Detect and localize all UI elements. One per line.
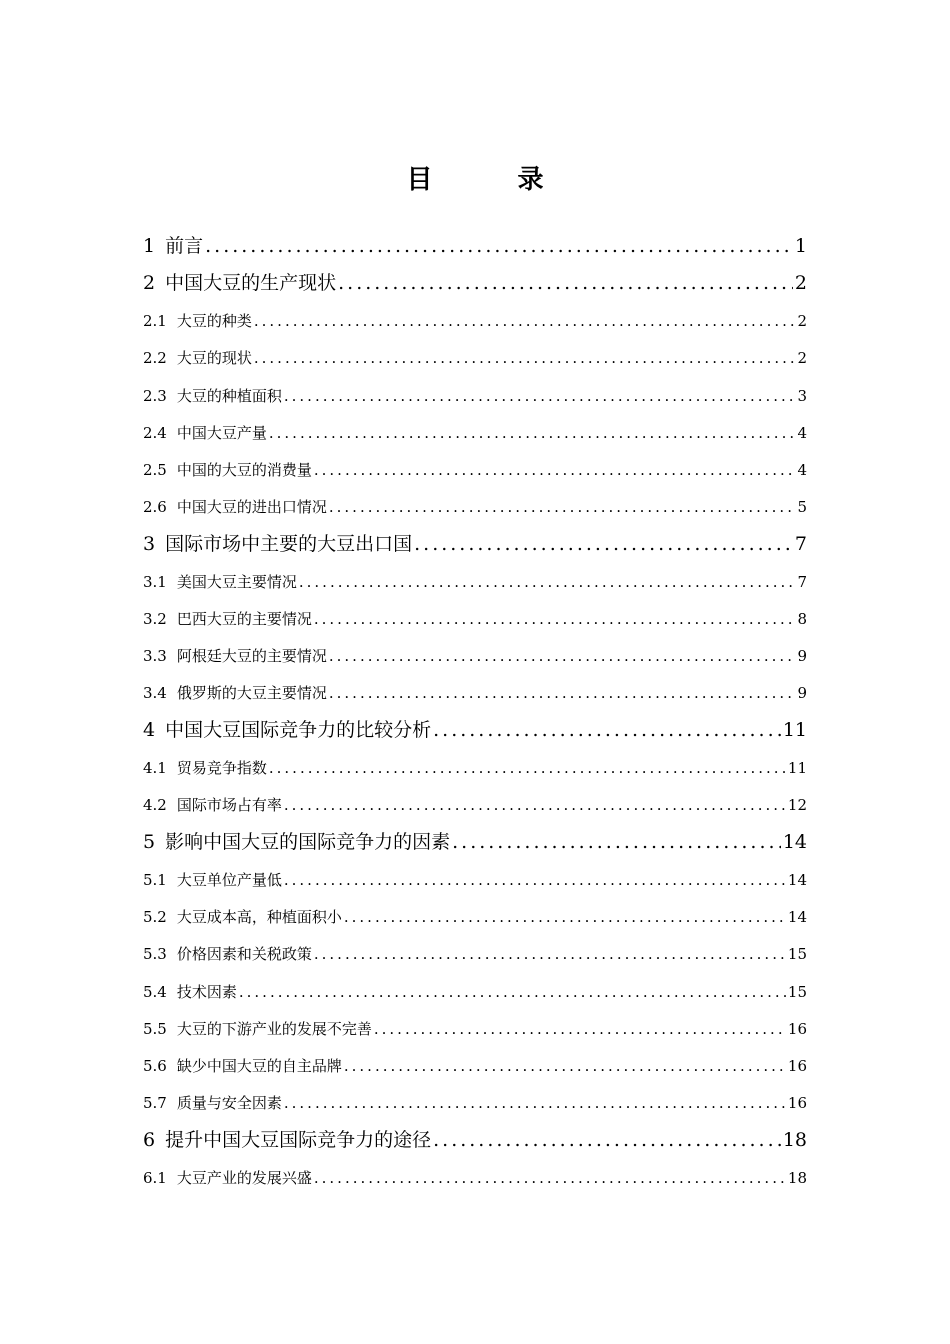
toc-dot-leader bbox=[284, 795, 786, 822]
toc-entry-label: 贸易竞争指数 bbox=[176, 759, 267, 778]
toc-entry bbox=[143, 636, 807, 673]
toc-entry bbox=[143, 860, 807, 897]
toc-entry-number: 3.1 bbox=[143, 572, 167, 591]
toc-title: 目 录 bbox=[406, 165, 582, 195]
toc-entry-page: 2 bbox=[797, 349, 807, 368]
toc-dot-leader bbox=[239, 982, 786, 1009]
toc-dot-leader bbox=[433, 718, 781, 748]
toc-entry bbox=[143, 785, 807, 822]
toc-entry-label: 提升中国大豆国际竞争力的途径 bbox=[165, 1128, 432, 1151]
toc-entry-label: 美国大豆主要情况 bbox=[176, 572, 297, 591]
toc-entry-page: 8 bbox=[797, 610, 807, 628]
toc-entry-number: 1 bbox=[143, 234, 156, 257]
toc-entry-label: 缺少中国大豆的自主品牌 bbox=[176, 1056, 342, 1075]
toc-entry-page: 18 bbox=[782, 1128, 807, 1151]
toc-entry-number: 6 bbox=[143, 1128, 156, 1151]
toc-entry-number: 2 bbox=[143, 272, 156, 294]
toc-entry-number: 3.2 bbox=[143, 610, 167, 628]
toc-entry bbox=[143, 971, 807, 1008]
toc-entry-number: 5.5 bbox=[143, 1019, 167, 1038]
toc-entry bbox=[143, 599, 807, 636]
toc-dot-leader bbox=[299, 572, 796, 599]
toc-dot-leader bbox=[344, 1056, 786, 1083]
toc-entry-label: 中国大豆产量 bbox=[176, 423, 267, 442]
toc-entry-label: 前言 bbox=[165, 234, 204, 257]
toc-dot-leader bbox=[314, 460, 796, 487]
toc-entry-page: 7 bbox=[797, 572, 807, 591]
toc-entry-number: 3 bbox=[143, 532, 156, 555]
toc-dot-leader bbox=[284, 386, 796, 413]
toc-entry-number: 2.4 bbox=[143, 423, 167, 442]
toc-entry-page: 16 bbox=[787, 1056, 807, 1075]
toc-entry-page: 9 bbox=[797, 647, 807, 666]
toc-entry-number: 4.1 bbox=[143, 759, 167, 778]
toc-entry bbox=[143, 710, 807, 748]
toc-dot-leader bbox=[269, 423, 796, 450]
toc-entry-page: 16 bbox=[787, 1019, 807, 1038]
toc-entry bbox=[143, 375, 807, 412]
toc-dot-leader bbox=[314, 609, 796, 636]
toc-entry-label: 大豆的下游产业的发展不完善 bbox=[176, 1019, 372, 1038]
toc-dot-leader bbox=[344, 907, 786, 934]
toc-dot-leader bbox=[269, 758, 786, 785]
toc-entry-number: 2.6 bbox=[143, 498, 167, 517]
toc-entry-label: 巴西大豆的主要情况 bbox=[176, 610, 312, 628]
toc-entry-page: 15 bbox=[787, 945, 807, 964]
toc-dot-leader bbox=[452, 830, 781, 860]
toc-dot-leader bbox=[329, 497, 796, 524]
toc-entry-label: 大豆成本高，种植面积小 bbox=[176, 908, 342, 927]
toc-entry-label: 大豆单位产量低 bbox=[176, 870, 282, 889]
table-of-contents bbox=[143, 226, 807, 1195]
toc-entry-label: 影响中国大豆的国际竞争力的因素 bbox=[165, 830, 451, 853]
toc-dot-leader bbox=[329, 646, 796, 673]
toc-entry-page: 15 bbox=[787, 982, 807, 1001]
toc-entry-label: 中国大豆的进出口情况 bbox=[176, 498, 327, 517]
toc-entry bbox=[143, 450, 807, 487]
toc-dot-leader bbox=[329, 683, 796, 710]
toc-entry-page: 3 bbox=[797, 386, 807, 405]
toc-entry bbox=[143, 562, 807, 599]
toc-entry-number: 2.2 bbox=[143, 349, 167, 368]
toc-entry-page: 4 bbox=[797, 460, 807, 479]
toc-entry-label: 中国大豆国际竞争力的比较分析 bbox=[165, 718, 432, 741]
toc-entry bbox=[143, 673, 807, 710]
toc-dot-leader bbox=[314, 1168, 786, 1195]
toc-entry-number: 3.3 bbox=[143, 647, 167, 666]
toc-entry-page: 11 bbox=[787, 759, 807, 778]
toc-dot-leader bbox=[374, 1019, 786, 1046]
toc-entry-label: 大豆的种植面积 bbox=[176, 386, 282, 405]
toc-entry-number: 5.2 bbox=[143, 908, 167, 927]
toc-entry-label: 技术因素 bbox=[176, 982, 237, 1001]
toc-entry-page: 14 bbox=[782, 830, 807, 853]
toc-entry-page: 1 bbox=[794, 234, 807, 257]
toc-entry-page: 7 bbox=[794, 532, 807, 555]
toc-dot-leader bbox=[284, 870, 786, 897]
toc-entry-number: 6.1 bbox=[143, 1168, 167, 1187]
toc-entry bbox=[143, 822, 807, 860]
toc-entry bbox=[143, 748, 807, 785]
toc-entry bbox=[143, 1046, 807, 1083]
toc-entry-page: 16 bbox=[787, 1094, 807, 1113]
toc-entry-number: 2.3 bbox=[143, 386, 167, 405]
toc-entry-label: 大豆产业的发展兴盛 bbox=[176, 1168, 312, 1187]
toc-entry bbox=[143, 934, 807, 971]
toc-entry bbox=[143, 487, 807, 524]
toc-entry-page: 12 bbox=[787, 796, 807, 815]
toc-entry-number: 5 bbox=[143, 830, 156, 853]
toc-dot-leader bbox=[254, 348, 796, 375]
toc-entry-number: 5.6 bbox=[143, 1056, 167, 1075]
toc-entry bbox=[143, 1158, 807, 1195]
toc-entry-page: 2 bbox=[797, 312, 807, 331]
toc-entry-number: 2.1 bbox=[143, 312, 167, 331]
toc-entry-label: 俄罗斯的大豆主要情况 bbox=[176, 684, 327, 703]
toc-entry-page: 14 bbox=[787, 870, 807, 889]
toc-entry-page: 18 bbox=[787, 1168, 807, 1187]
toc-entry-label: 大豆的现状 bbox=[176, 349, 252, 368]
toc-entry bbox=[143, 338, 807, 375]
toc-dot-leader bbox=[254, 311, 796, 338]
toc-entry bbox=[143, 524, 807, 562]
toc-entry bbox=[143, 264, 807, 302]
toc-dot-leader bbox=[314, 944, 786, 971]
toc-entry-number: 5.3 bbox=[143, 945, 167, 964]
toc-entry-number: 4.2 bbox=[143, 796, 167, 815]
toc-entry-page: 2 bbox=[794, 272, 807, 294]
toc-entry bbox=[143, 301, 807, 338]
toc-entry-number: 3.4 bbox=[143, 684, 167, 703]
toc-entry-label: 国际市场中主要的大豆出口国 bbox=[165, 532, 413, 555]
toc-dot-leader bbox=[205, 234, 793, 264]
toc-entry-page: 14 bbox=[787, 908, 807, 927]
toc-entry bbox=[143, 1083, 807, 1120]
toc-entry-number: 5.1 bbox=[143, 870, 167, 889]
toc-entry bbox=[143, 1120, 807, 1158]
toc-entry-label: 国际市场占有率 bbox=[176, 796, 282, 815]
toc-entry bbox=[143, 226, 807, 264]
toc-dot-leader bbox=[284, 1093, 786, 1120]
toc-dot-leader bbox=[414, 532, 793, 562]
toc-entry-page: 11 bbox=[782, 718, 807, 741]
toc-entry bbox=[143, 413, 807, 450]
toc-entry-page: 4 bbox=[797, 423, 807, 442]
toc-entry-label: 质量与安全因素 bbox=[176, 1094, 282, 1113]
toc-entry-label: 中国大豆的生产现状 bbox=[165, 272, 337, 294]
toc-entry-label: 阿根廷大豆的主要情况 bbox=[176, 647, 327, 666]
toc-entry bbox=[143, 1009, 807, 1046]
toc-entry-number: 2.5 bbox=[143, 460, 167, 479]
toc-entry-number: 4 bbox=[143, 718, 156, 741]
toc-entry-page: 5 bbox=[797, 498, 807, 517]
toc-entry-number: 5.7 bbox=[143, 1094, 167, 1113]
toc-entry-label: 价格因素和关税政策 bbox=[176, 945, 312, 964]
toc-entry-label: 大豆的种类 bbox=[176, 312, 252, 331]
toc-entry bbox=[143, 897, 807, 934]
toc-entry-number: 5.4 bbox=[143, 982, 167, 1001]
toc-entry-page: 9 bbox=[797, 684, 807, 703]
toc-dot-leader bbox=[433, 1128, 781, 1158]
toc-entry-label: 中国的大豆的消费量 bbox=[176, 460, 312, 479]
toc-dot-leader bbox=[338, 271, 793, 301]
